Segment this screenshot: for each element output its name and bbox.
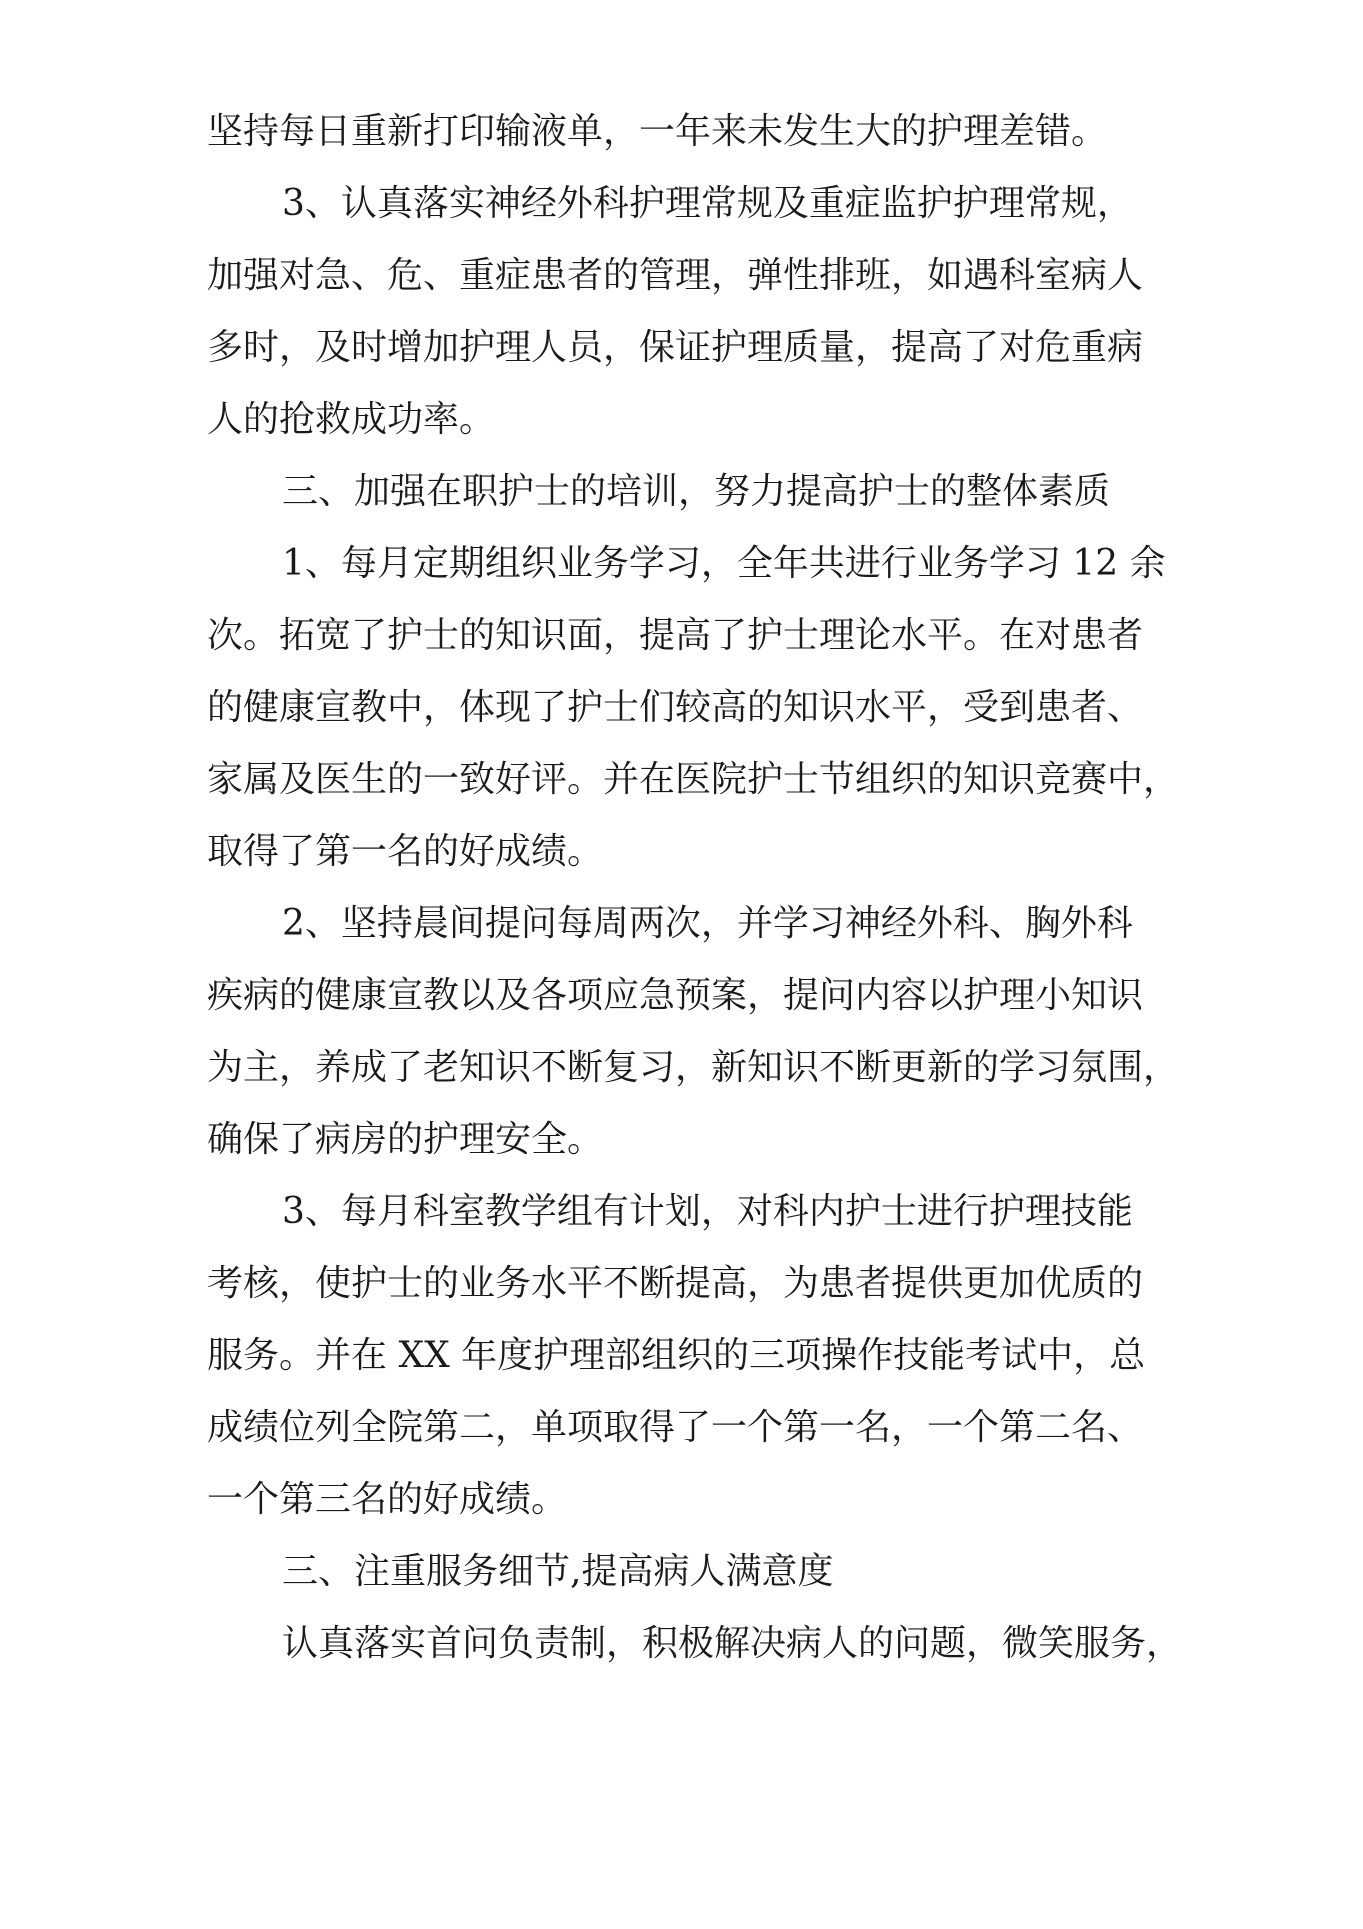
text-line: 2、坚持晨间提问每周两次，并学习神经外科、胸外科 (282, 903, 1133, 944)
text-line: 认真落实首问负责制，积极解决病人的问题，微笑服务， (282, 1623, 1183, 1664)
text-line: 一个第三名的好成绩。 (207, 1479, 568, 1520)
text-line: 考核，使护士的业务水平不断提高，为患者提供更加优质的 (207, 1263, 1144, 1304)
text-line: 为主，养成了老知识不断复习，新知识不断更新的学习氛围， (207, 1047, 1180, 1088)
text-line: 3、每月科室教学组有计划，对科内护士进行护理技能 (282, 1191, 1133, 1232)
text-line: 加强对急、危、重症患者的管理，弹性排班，如遇科室病人 (207, 255, 1144, 296)
section-heading: 三、注重服务细节,提高病人满意度 (282, 1551, 834, 1592)
text-line: 取得了第一名的好成绩。 (207, 831, 604, 872)
section-heading: 三、加强在职护士的培训，努力提高护士的整体素质 (282, 471, 1111, 512)
text-line: 3、认真落实神经外科护理常规及重症监护护理常规， (282, 183, 1133, 224)
text-line: 的健康宣教中，体现了护士们较高的知识水平，受到患者、 (207, 687, 1144, 728)
text-line: 成绩位列全院第二，单项取得了一个第一名，一个第二名、 (207, 1407, 1144, 1448)
text-line: 1、每月定期组织业务学习，全年共进行业务学习 12 余 (282, 543, 1166, 584)
text-line: 人的抢救成功率。 (207, 399, 496, 440)
text-line: 坚持每日重新打印输液单，一年来未发生大的护理差错。 (207, 111, 1108, 152)
text-line: 确保了病房的护理安全。 (207, 1119, 604, 1160)
text-line: 服务。并在 XX 年度护理部组织的三项操作技能考试中，总 (207, 1335, 1146, 1376)
text-line: 疾病的健康宣教以及各项应急预案，提问内容以护理小知识 (207, 975, 1144, 1016)
text-line: 家属及医生的一致好评。并在医院护士节组织的知识竞赛中， (207, 759, 1180, 800)
text-line: 多时，及时增加护理人员，保证护理质量，提高了对危重病 (207, 327, 1144, 368)
text-line: 次。拓宽了护士的知识面，提高了护士理论水平。在对患者 (207, 615, 1144, 656)
